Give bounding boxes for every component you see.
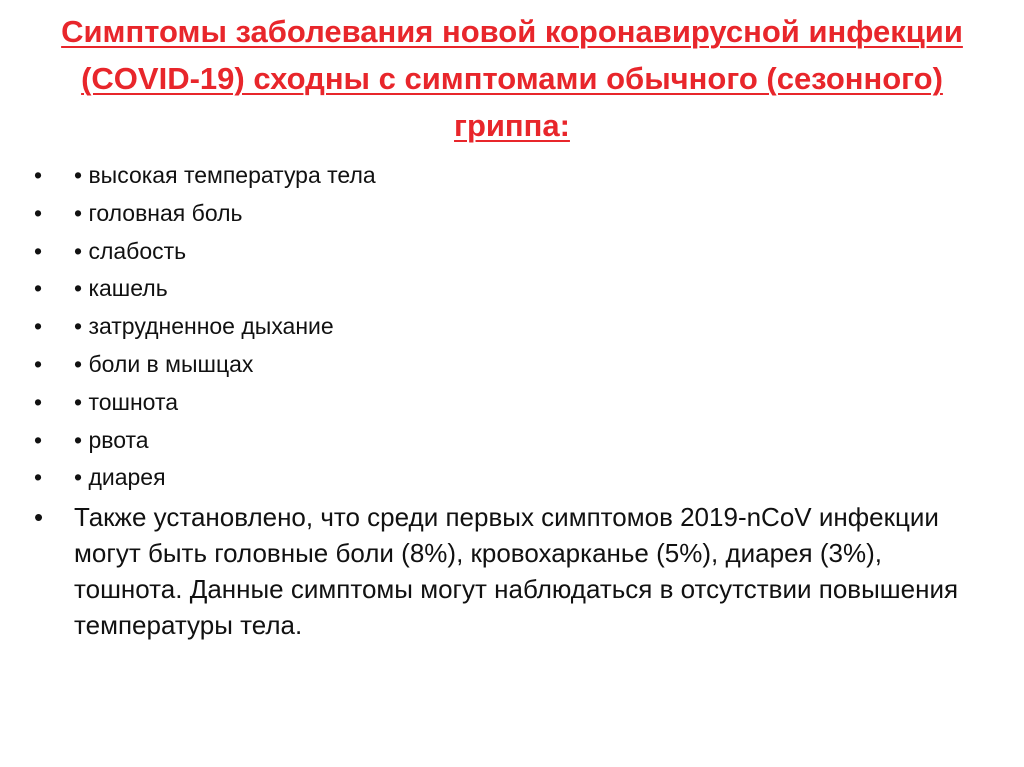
list-item [34, 270, 376, 308]
list-item [34, 384, 376, 422]
list-item [34, 422, 376, 460]
symptom-text: • диарея [74, 464, 166, 491]
note-paragraph [34, 499, 964, 643]
symptom-list [34, 157, 376, 497]
list-item [34, 233, 376, 271]
note-text: Также установлено, что среди первых симптомов 2019-nCoV инфекции могут быть головные боли (8%), кровохарканье (5%), диарея (3%), тошнота. Данные симптомы могут наблюдаться в отсутствии повышения температуры тела. [74, 502, 959, 640]
list-item [34, 195, 376, 233]
list-item [34, 157, 376, 195]
symptom-text: • тошнота [74, 388, 179, 415]
symptom-text: • кашель [74, 275, 168, 302]
symptom-text: • слабость [74, 237, 187, 264]
bullet-icon: • [34, 426, 43, 453]
slide-title: Симптомы заболевания новой коронавирусной инфекции (COVID-19) сходны с симптомами обычного (сезонного) гриппа: [61, 14, 963, 143]
bullet-icon: • [34, 199, 43, 226]
bullet-icon: • [34, 162, 43, 188]
list-item [34, 459, 376, 497]
bullet-icon: • [34, 502, 44, 532]
bullet-icon: • [34, 388, 43, 415]
bullet-icon: • [34, 350, 43, 377]
bullet-icon: • [34, 237, 43, 264]
symptom-text: • высокая температура тела [74, 162, 376, 188]
bullet-icon: • [34, 275, 43, 302]
symptom-text: • боли в мышцах [74, 350, 254, 377]
bullet-icon: • [34, 313, 43, 340]
list-item [34, 308, 376, 346]
symptom-text: • головная боль [74, 199, 243, 226]
symptom-text: • затрудненное дыхание [74, 313, 334, 340]
bullet-icon: • [34, 464, 43, 491]
symptom-text: • рвота [74, 426, 149, 453]
list-item [34, 346, 376, 384]
